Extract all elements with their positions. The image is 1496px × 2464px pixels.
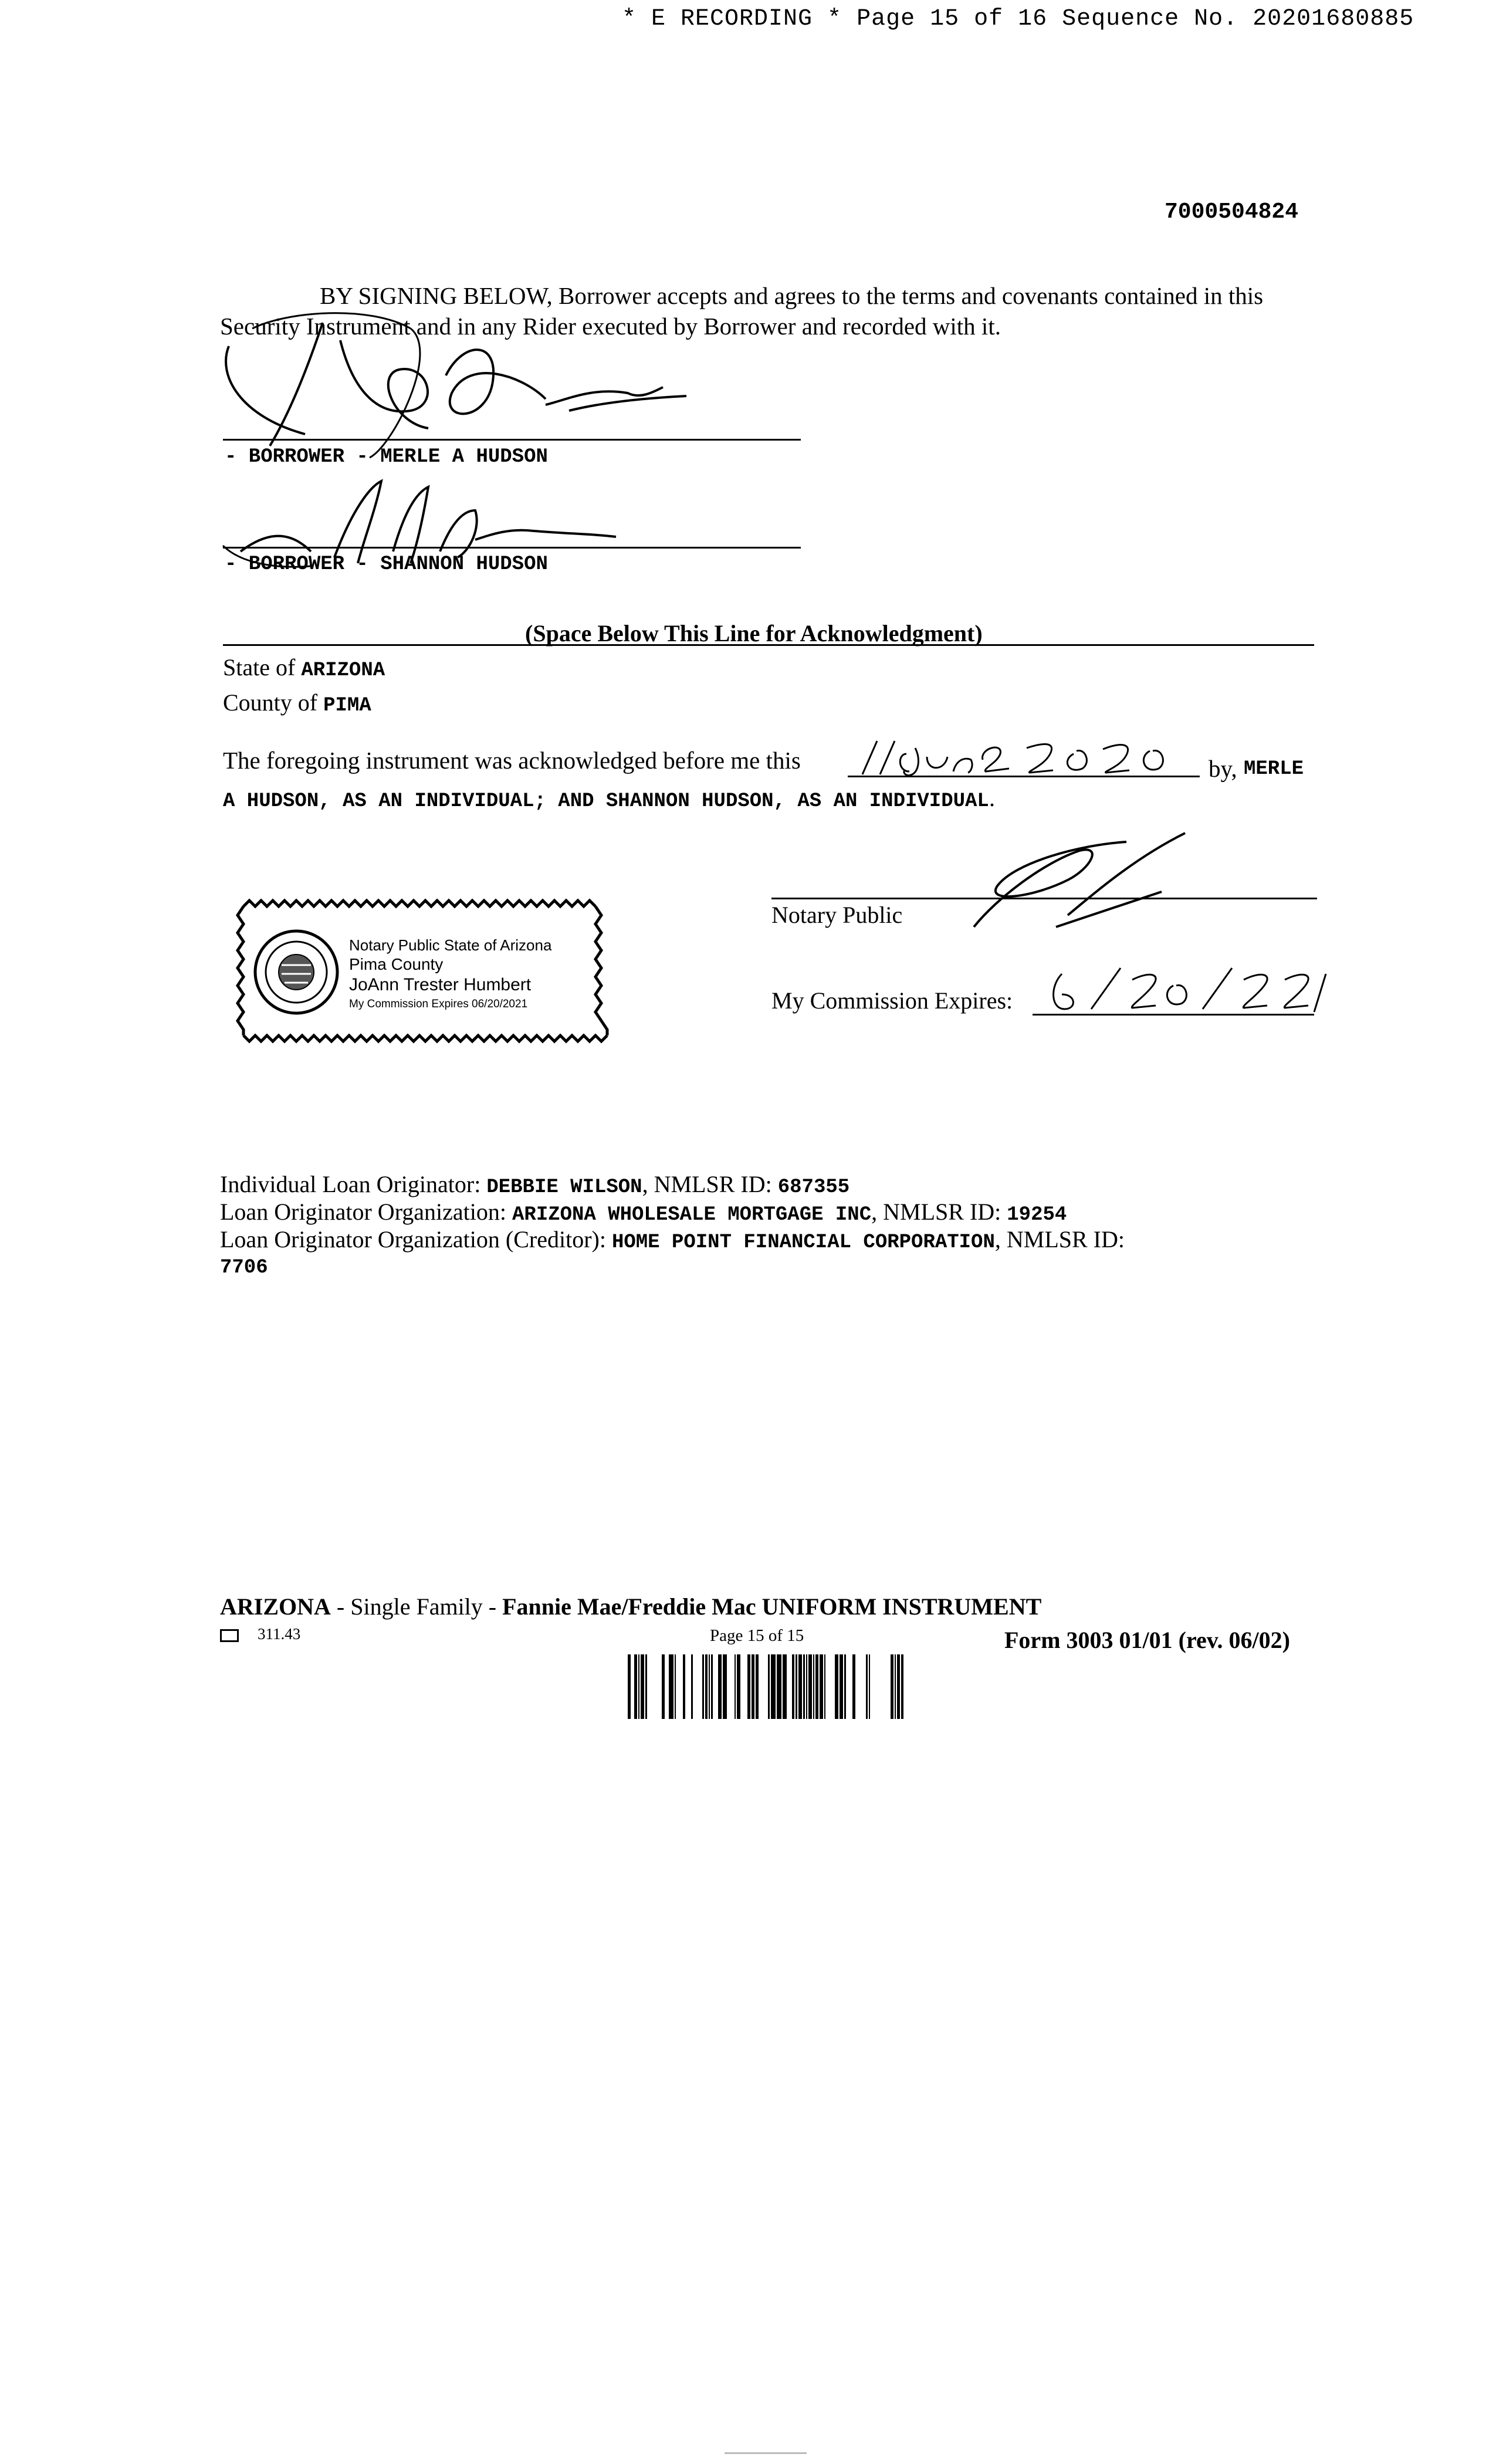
stamp-line-2: Pima County xyxy=(349,955,444,973)
notary-public-label: Notary Public xyxy=(771,902,903,928)
barcode-bar xyxy=(840,1654,843,1719)
barcode-bar xyxy=(669,1654,673,1719)
barcode-bar xyxy=(869,1654,870,1719)
barcode-bar xyxy=(820,1654,823,1719)
creditor-label: Loan Originator Organization (Creditor): xyxy=(220,1226,606,1253)
individual-loan-originator xyxy=(220,1170,849,1199)
barcode-bar xyxy=(844,1654,846,1719)
foregoing-statement: The foregoing instrument was acknowledged before me this xyxy=(223,747,801,774)
individual-originator-label: Individual Loan Originator: xyxy=(220,1171,481,1197)
handwritten-date xyxy=(851,736,1203,780)
org-nmlsr-label: , NMLSR ID: xyxy=(871,1199,1001,1225)
barcode-bar xyxy=(803,1654,805,1719)
barcode-bar xyxy=(638,1654,639,1719)
stamp-line-3: JoAnn Trester Humbert xyxy=(349,975,532,994)
barcode xyxy=(628,1654,909,1719)
footer-code-number: 311.43 xyxy=(258,1625,301,1643)
barcode-bar xyxy=(683,1654,685,1719)
barcode-bar xyxy=(798,1654,802,1719)
org-name: ARIZONA WHOLESALE MORTGAGE INC xyxy=(512,1204,872,1226)
borrower2-label: - BORROWER - SHANNON HUDSON xyxy=(225,553,548,576)
individual-originator-name: DEBBIE WILSON xyxy=(486,1176,642,1199)
barcode-bar xyxy=(702,1654,704,1719)
creditor-nmlsr-label: , NMLSR ID: xyxy=(994,1226,1125,1253)
loan-originator-creditor xyxy=(220,1226,1125,1254)
commission-expires-label: My Commission Expires: xyxy=(771,987,1013,1014)
barcode-bar xyxy=(641,1654,644,1719)
borrower1-label: - BORROWER - MERLE A HUDSON xyxy=(225,446,548,468)
barcode-bar xyxy=(737,1654,740,1719)
barcode-bar xyxy=(852,1654,855,1719)
signing-statement-lead: BY SIGNING BELOW, xyxy=(320,282,553,309)
loan-number: 7000504824 xyxy=(1165,199,1299,225)
footer-code xyxy=(220,1625,300,1643)
barcode-bar xyxy=(771,1654,776,1719)
barcode-bar xyxy=(735,1654,736,1719)
acknowledgment-heading: (Space Below This Line for Acknowledgment) xyxy=(525,620,983,647)
barcode-bar xyxy=(808,1654,812,1719)
footer-title xyxy=(220,1593,1041,1620)
state-line xyxy=(223,654,385,682)
county-line xyxy=(223,689,371,717)
creditor-nmlsr-id: 7706 xyxy=(220,1257,268,1279)
barcode-bar xyxy=(783,1654,787,1719)
barcode-bar xyxy=(806,1654,807,1719)
acknowledgment-heading-underline xyxy=(525,644,1003,646)
barcode-bar xyxy=(723,1654,727,1719)
recording-stamp: * E RECORDING * Page 15 of 16 Sequence No. 20201680885 xyxy=(622,6,1414,32)
notary-signature-line xyxy=(771,898,1317,899)
barcode-bar xyxy=(756,1654,759,1719)
org-nmlsr-id: 19254 xyxy=(1007,1204,1067,1226)
barcode-bar xyxy=(711,1654,713,1719)
barcode-bar xyxy=(835,1654,838,1719)
notary-signature xyxy=(962,827,1209,939)
creditor-name: HOME POINT FINANCIAL CORPORATION xyxy=(611,1231,995,1254)
handwritten-commission-date xyxy=(1038,962,1343,1018)
acknowledged-party-part1: MERLE xyxy=(1244,758,1304,780)
state-value: ARIZONA xyxy=(301,659,385,682)
barcode-bar xyxy=(895,1654,896,1719)
loan-originator-organization xyxy=(220,1198,1067,1226)
bottom-scan-mark xyxy=(725,2452,807,2454)
footer-form-number: Form 3003 01/01 (rev. 06/02) xyxy=(1004,1627,1290,1653)
barcode-bar xyxy=(792,1654,794,1719)
barcode-bar xyxy=(752,1654,754,1719)
acknowledgment-rule-right xyxy=(1003,644,1314,646)
barcode-bar xyxy=(815,1654,818,1719)
barcode-bar xyxy=(691,1654,693,1719)
barcode-bar xyxy=(634,1654,637,1719)
individual-nmlsr-label: , NMLSR ID: xyxy=(642,1171,772,1197)
county-value: PIMA xyxy=(323,695,371,717)
barcode-bar xyxy=(645,1654,647,1719)
barcode-bar xyxy=(777,1654,781,1719)
acknowledged-party-period: . xyxy=(989,784,996,811)
acknowledgment-date-line xyxy=(848,776,1200,777)
individual-nmlsr-id: 687355 xyxy=(777,1176,850,1199)
acknowledged-party-part2 xyxy=(223,784,995,813)
commission-date-line xyxy=(1033,1014,1314,1016)
borrower1-signature-line xyxy=(223,439,801,441)
org-label: Loan Originator Organization: xyxy=(220,1199,507,1225)
barcode-bar xyxy=(718,1654,722,1719)
signing-statement-text: Borrower accepts and agrees to the terms and covenants contained in this Security Instrument and in any Rider executed by Borrower and recorded with it. xyxy=(220,282,1264,340)
barcode-bar xyxy=(796,1654,797,1719)
barcode-bar xyxy=(824,1654,825,1719)
footer-logo-icon xyxy=(220,1629,239,1642)
county-label: County of xyxy=(223,689,318,716)
by-text: by, xyxy=(1209,755,1237,782)
barcode-bar xyxy=(866,1654,868,1719)
barcode-bar xyxy=(813,1654,814,1719)
barcode-bar xyxy=(662,1654,665,1719)
notary-stamp xyxy=(232,895,631,1047)
stamp-line-4: My Commission Expires 06/20/2021 xyxy=(349,998,528,1010)
barcode-bar xyxy=(709,1654,710,1719)
barcode-bar xyxy=(768,1654,770,1719)
barcode-bar xyxy=(705,1654,708,1719)
stamp-line-1: Notary Public State of Arizona xyxy=(349,936,552,954)
footer-uniform-instrument: Fannie Mae/Freddie Mac UNIFORM INSTRUMENT xyxy=(502,1593,1042,1620)
footer-single-family: - Single Family - xyxy=(330,1593,503,1620)
barcode-bar xyxy=(901,1654,903,1719)
barcode-bar xyxy=(675,1654,676,1719)
barcode-bar xyxy=(628,1654,631,1719)
barcode-bar xyxy=(897,1654,900,1719)
footer-page-number: Page 15 of 15 xyxy=(710,1626,804,1645)
footer-state: ARIZONA xyxy=(220,1593,331,1620)
barcode-bar xyxy=(747,1654,750,1719)
acknowledged-party-text: A HUDSON, AS AN INDIVIDUAL; AND SHANNON HUDSON, AS AN INDIVIDUAL xyxy=(223,790,989,813)
barcode-bar xyxy=(891,1654,893,1719)
borrower2-signature-line xyxy=(223,547,801,549)
state-label: State of xyxy=(223,654,296,681)
